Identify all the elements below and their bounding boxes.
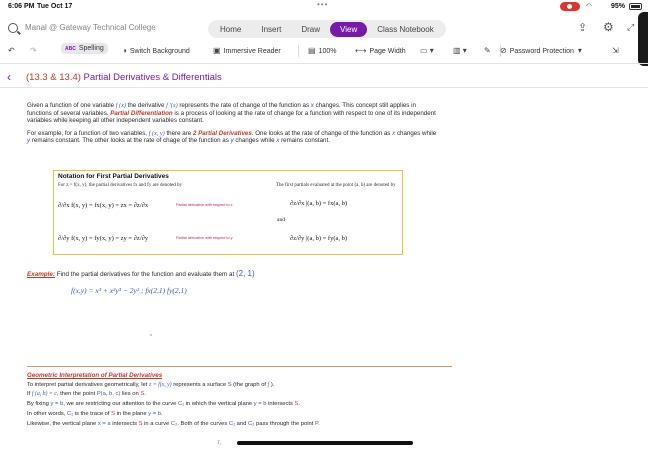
zoom-button[interactable] [308,46,336,55]
notebook-title[interactable]: Manal @ Gateway Technical College [25,23,156,32]
password-protection-button[interactable] [500,46,585,55]
notation-subtitle-left: For z = f(x, y), the partial derivatives fx and fy are denoted by [58,183,183,188]
page-width-icon: ⟷ [355,46,367,55]
battery-percent: 95% [611,3,626,10]
screen-recording-icon[interactable] [560,2,580,11]
zoom-icon: ▤ [308,46,316,55]
example-point: (2, 1) [235,269,255,278]
pen-button[interactable] [484,46,494,55]
notation-box[interactable] [53,170,403,255]
ink-dot [150,334,152,336]
pen-icon: ✎ [484,46,491,55]
spelling-label: Spelling [78,45,104,52]
intro-paragraph-1: Given a function of one variable f (x) the derivative f ′(x) represents the rate of change of the function as x changes. This concept still applies in functions of several variables. Partial Differentiation is a process of looking at the rate of change for a function with respect to one of its independent variables while keeping all other independent variables constant. [27,102,436,125]
partial-x-equation: ∂/∂x f(x, y) = fx(x, y) = zx = ∂z/∂x [58,202,149,209]
intro-paragraph-2: For example, for a function of two variables, f (x, y) there are 2 Partial Derivatives. One looks at the rate of change of the function as x changes while y remains constant. The other looks at the rate of chage of the function as y changes while x remains constant. [27,129,437,145]
geometric-line-5: Likewise, the vertical plane x = a intersects S in a curve C₂. Both of the curves C₁ and C₂ pass through the point P. [27,420,320,427]
spelling-abc-icon: ABC [65,46,76,52]
page-content[interactable] [27,102,437,150]
immersive-reader-label: Immersive Reader [223,48,281,55]
footer-ink-mark: T₁ [217,441,222,446]
toolbar-divider [298,45,299,57]
page-color-button[interactable] [420,46,437,55]
share-icon[interactable]: ⇪ [578,22,588,34]
geometric-heading: Geometric Interpretation of Partial Derivatives [27,372,163,379]
example-prompt: Example: Find the partial derivatives for the function and evaluate them at (2, 1) [27,269,255,278]
partial-y-note: Partial derivative with respect to y [176,236,233,240]
redo-icon[interactable]: ↷ [30,46,37,55]
geometric-line-4: In other words, C₁ is the trace of S in the plane y = b. [27,410,163,417]
page-icon: ▭ ▾ [420,46,434,55]
spelling-button[interactable] [61,43,108,54]
expand-icon[interactable]: ⤢ [627,22,635,32]
back-chevron-icon[interactable]: ‹ [7,70,11,84]
notation-subtitle-right: The first partials evaluated at the point (a, b) are denoted by [276,183,396,188]
geometric-line-2: If f (a, b) = c, then the point P(a, b, c) lies on S. [27,391,146,398]
page-title-text: Partial Derivatives & Differentials [80,72,222,83]
view-toolbar [0,43,648,61]
tab-insert[interactable]: Insert [261,24,282,34]
tab-class-notebook[interactable]: Class Notebook [377,24,434,34]
example-function: f(x,y) = x³ + x²y³ − 2y² ; fx(2,1) fy(2,1) [71,286,187,295]
chevron-down-icon: ▾ [577,46,582,55]
page-title-section: (13.3 & 13.4) [26,72,81,83]
status-date: Tue Oct 17 [37,3,73,10]
partial-y-equation: ∂/∂y f(x, y) = fy(x, y) = zy = ∂z/∂y [58,235,149,242]
lock-icon: ⊘ [500,46,507,55]
page-title[interactable] [26,72,222,83]
title-underline [0,87,648,88]
home-indicator[interactable] [237,441,413,445]
tab-draw[interactable]: Draw [301,24,321,34]
multitask-dots[interactable]: ••• [317,0,329,9]
tab-view[interactable]: View [330,22,367,37]
gear-icon[interactable]: ⚙ [603,20,614,34]
pin-icon[interactable]: ⇲ [612,46,619,55]
nav-row [0,17,648,41]
page-width-label: Page Width [369,48,406,55]
battery-icon [629,3,642,10]
geometric-section [27,371,447,429]
wifi-icon: ◠ [586,3,593,10]
search-icon[interactable] [8,23,18,33]
status-time: 6:06 PM [8,3,35,10]
geometric-line-1: To interpret partial derivatives geometrically, let z = f(x, y) represents a surface S (the graph of f ). [27,381,275,388]
rule-lines-button[interactable] [453,46,470,55]
partial-x-note: Partial derivative with respect to x [176,203,233,207]
page-width-button[interactable] [355,46,406,55]
switch-background-button[interactable] [122,46,190,55]
immersive-reader-button[interactable] [213,46,281,55]
rule-lines-icon: ▥ ▾ [453,46,467,55]
tab-home[interactable]: Home [220,24,242,34]
zoom-label: 100% [318,48,337,55]
ribbon-tabs [208,20,446,38]
partial-x-eval: ∂z/∂x |(a, b) = fx(a, b) [290,200,348,207]
password-protection-label: Password Protection [509,48,574,55]
status-bar [0,0,648,13]
toolbar-divider-line [0,63,648,64]
undo-icon[interactable]: ↶ [8,46,15,55]
partial-y-eval: ∂z/∂y |(a, b) = fy(a, b) [290,235,348,242]
example-label: Example: [27,271,55,278]
switch-background-label: Switch Background [129,48,190,55]
geometric-line-3: By fixing y = b, we are restricting our attention to the curve C₁ in which the vertical plane y = b intersects S. [27,401,301,408]
section-divider [27,366,452,367]
notation-and: and [277,217,285,223]
switch-background-icon: ◑ [122,46,127,55]
immersive-reader-icon: ▣ [213,46,221,55]
notation-title: Notation for First Partial Derivatives [58,173,169,180]
